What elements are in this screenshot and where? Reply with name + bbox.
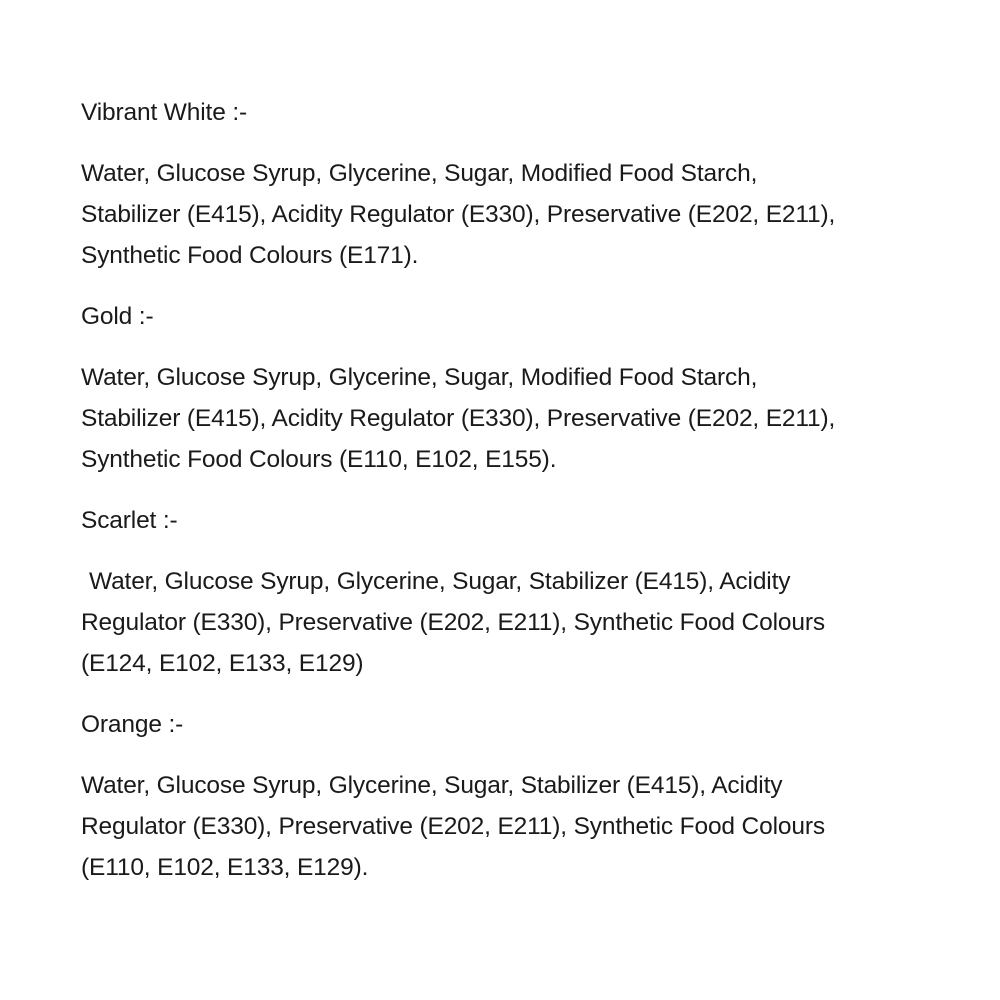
- ingredients-line: Regulator (E330), Preservative (E202, E211), Synthetic Food Colours: [81, 609, 825, 636]
- section-title: Orange :-: [81, 711, 184, 738]
- section-vibrant-white: [81, 92, 941, 276]
- ingredients-line: Regulator (E330), Preservative (E202, E211), Synthetic Food Colours: [81, 813, 825, 840]
- ingredients-paragraph: [81, 357, 941, 480]
- section-gold: [81, 296, 941, 480]
- section-title: Scarlet :-: [81, 507, 178, 534]
- ingredients-line: Water, Glucose Syrup, Glycerine, Sugar, Modified Food Starch,: [81, 160, 758, 187]
- section-scarlet: [81, 500, 941, 684]
- section-title: Vibrant White :-: [81, 99, 247, 126]
- ingredients-line: Water, Glucose Syrup, Glycerine, Sugar, Modified Food Starch,: [81, 364, 758, 391]
- section-title: Gold :-: [81, 303, 154, 330]
- section-orange: [81, 704, 941, 888]
- ingredients-paragraph: [81, 561, 941, 684]
- ingredients-line: Synthetic Food Colours (E171).: [81, 242, 419, 269]
- ingredients-paragraph: [81, 153, 941, 276]
- ingredients-line: Stabilizer (E415), Acidity Regulator (E330), Preservative (E202, E211),: [81, 201, 836, 228]
- ingredients-line: (E110, E102, E133, E129).: [81, 854, 369, 881]
- ingredients-document: [81, 92, 941, 908]
- ingredients-line: Synthetic Food Colours (E110, E102, E155).: [81, 446, 557, 473]
- ingredients-line: Stabilizer (E415), Acidity Regulator (E330), Preservative (E202, E211),: [81, 405, 836, 432]
- ingredients-line: Water, Glucose Syrup, Glycerine, Sugar, Stabilizer (E415), Acidity: [81, 772, 783, 799]
- ingredients-line: (E124, E102, E133, E129): [81, 650, 364, 677]
- ingredients-line: Water, Glucose Syrup, Glycerine, Sugar, Stabilizer (E415), Acidity: [89, 568, 791, 595]
- ingredients-paragraph: [81, 765, 941, 888]
